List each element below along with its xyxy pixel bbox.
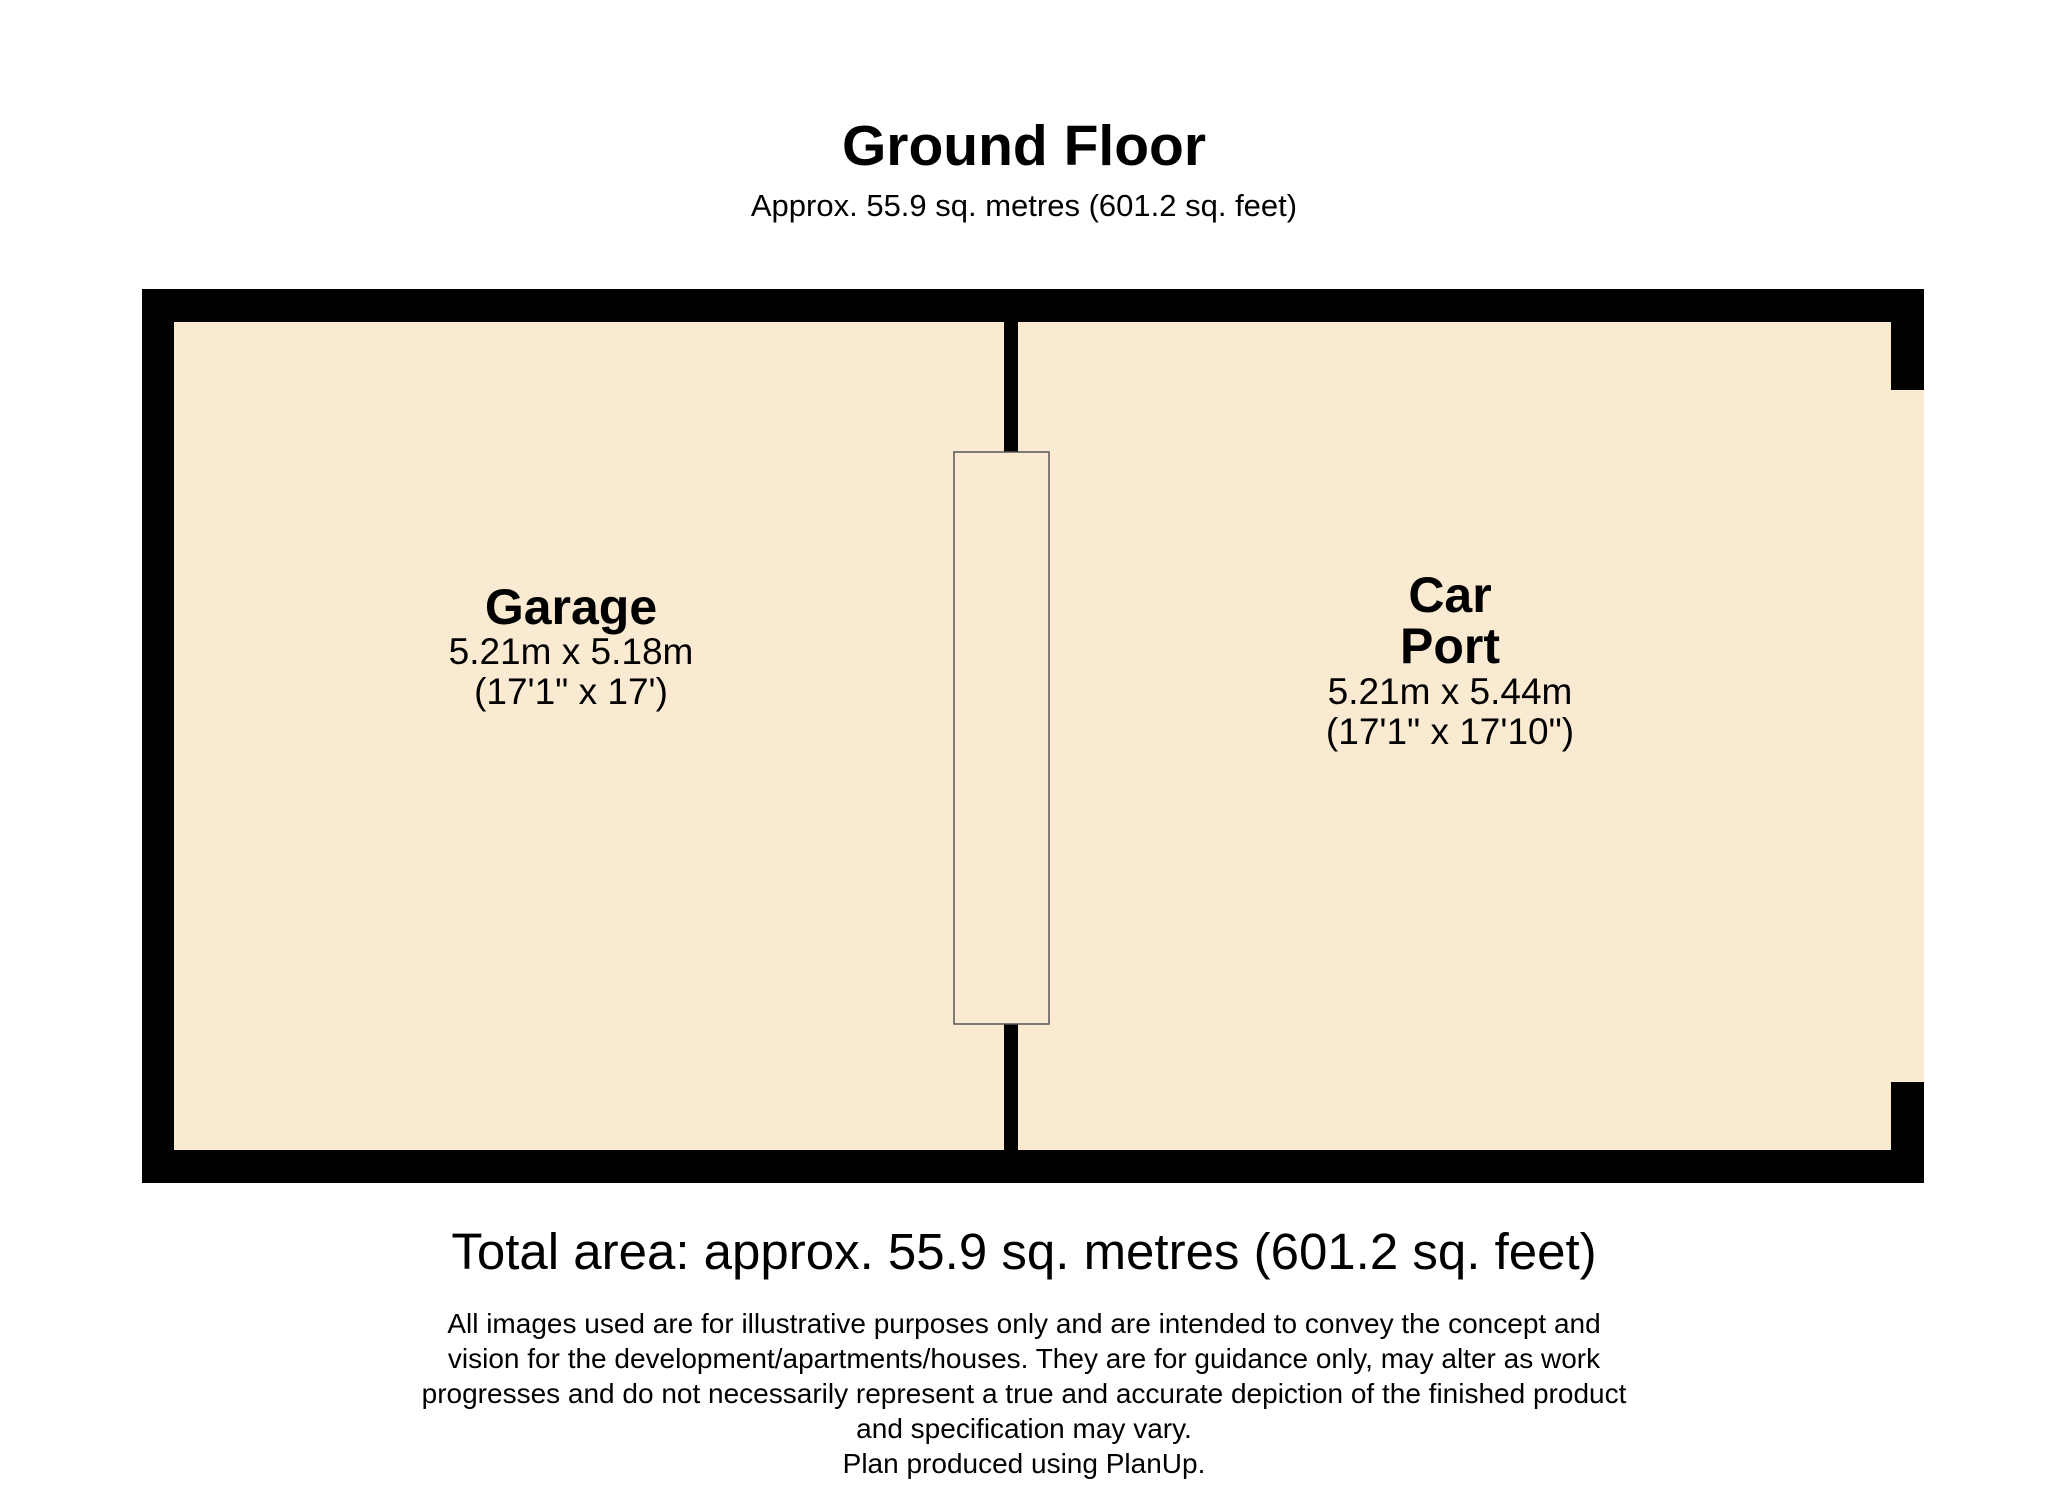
car-port-name-line-1: Car bbox=[1408, 567, 1492, 623]
partition-wall-upper bbox=[1004, 322, 1018, 452]
partition-wall-lower bbox=[1004, 1024, 1018, 1150]
garage-dimensions-metric: 5.21m x 5.18m bbox=[448, 631, 694, 672]
car-port-dimensions-imperial: (17'1" x 17'10") bbox=[1325, 711, 1575, 752]
garage-dimensions-imperial: (17'1" x 17') bbox=[474, 671, 668, 712]
garage-floor bbox=[174, 322, 1009, 1150]
bottom-wall bbox=[142, 1150, 1924, 1183]
right-wall-lower bbox=[1891, 1082, 1924, 1183]
disclaimer-line: All images used are for illustrative purposes only and are intended to convey the concept and bbox=[447, 1308, 1601, 1339]
disclaimer bbox=[300, 1306, 1748, 1481]
top-wall bbox=[142, 289, 1924, 322]
left-wall bbox=[142, 289, 174, 1183]
disclaimer-line: and specification may vary. bbox=[856, 1413, 1192, 1444]
floor-area-subtitle: Approx. 55.9 sq. metres (601.2 sq. feet) bbox=[750, 188, 1298, 223]
right-wall-upper bbox=[1891, 289, 1924, 390]
total-area: Total area: approx. 55.9 sq. metres (601.2 sq. feet) bbox=[451, 1223, 1597, 1280]
partition-door bbox=[954, 452, 1049, 1024]
car-port-name-line-2: Port bbox=[1400, 618, 1500, 674]
plan-credit: Plan produced using PlanUp. bbox=[842, 1448, 1206, 1479]
car-port-dimensions-metric: 5.21m x 5.44m bbox=[1327, 671, 1573, 712]
floor-title: Ground Floor bbox=[841, 114, 1207, 178]
disclaimer-line: vision for the development/apartments/houses. They are for guidance only, may alter as work bbox=[447, 1343, 1601, 1374]
disclaimer-line: progresses and do not necessarily represent a true and accurate depiction of the finished product bbox=[421, 1378, 1627, 1409]
garage-name: Garage bbox=[484, 579, 658, 635]
car-port-opening-floor bbox=[1885, 390, 1924, 1082]
